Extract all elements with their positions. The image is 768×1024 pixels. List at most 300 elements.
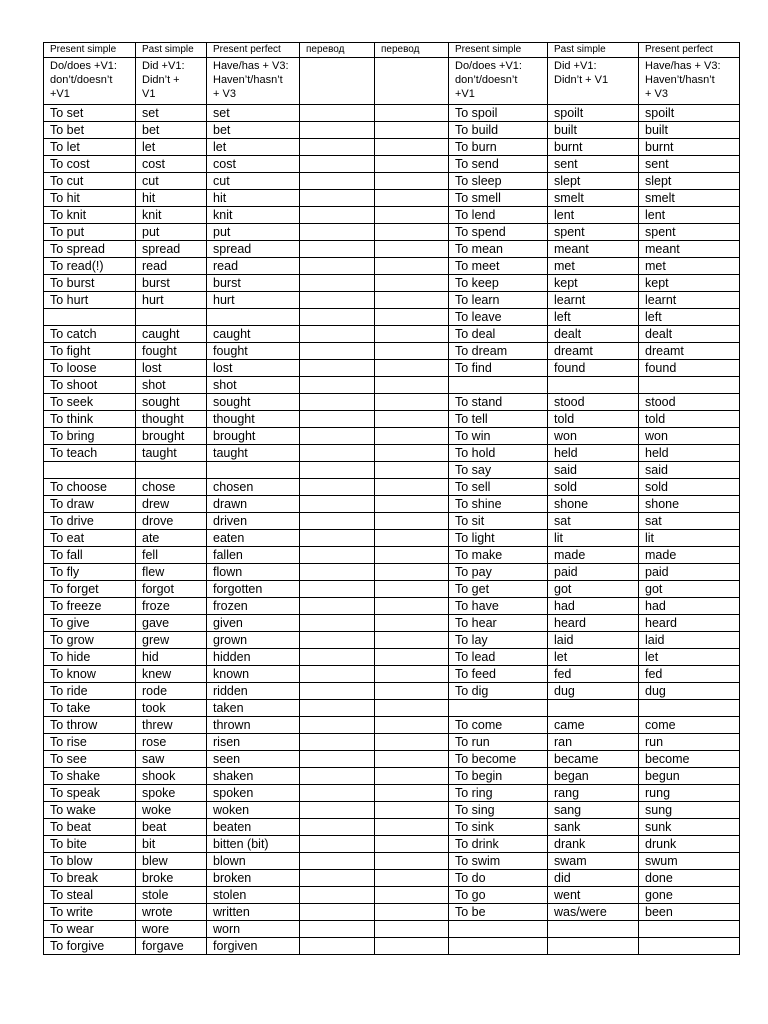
right-past-simple-cell: got	[548, 581, 639, 598]
left-present-perfect-cell: stolen	[207, 887, 300, 904]
right-present-simple-cell: To sink	[449, 819, 548, 836]
left-present-simple-cell: To eat	[44, 530, 136, 547]
table-row	[44, 768, 740, 785]
formula-row	[44, 58, 740, 105]
right-present-perfect-cell	[639, 700, 740, 717]
right-present-perfect-cell: drunk	[639, 836, 740, 853]
right-present-perfect-cell: dug	[639, 683, 740, 700]
left-past-simple-cell: rode	[136, 683, 207, 700]
table-row	[44, 836, 740, 853]
right-past-simple-cell: rang	[548, 785, 639, 802]
left-translation-cell	[300, 173, 375, 190]
left-translation-cell	[375, 530, 449, 547]
table-row	[44, 479, 740, 496]
left-present-perfect-cell: sought	[207, 394, 300, 411]
right-past-simple-cell: shone	[548, 496, 639, 513]
right-present-perfect-cell: come	[639, 717, 740, 734]
left-translation-cell	[375, 768, 449, 785]
right-present-perfect-cell: sent	[639, 156, 740, 173]
left-translation-cell	[300, 598, 375, 615]
right-present-perfect-cell: found	[639, 360, 740, 377]
left-past-simple-cell: rose	[136, 734, 207, 751]
left-present-simple-cell: To fight	[44, 343, 136, 360]
right-present-simple-cell: To get	[449, 581, 548, 598]
left-present-perfect-cell: chosen	[207, 479, 300, 496]
left-past-simple-cell: brought	[136, 428, 207, 445]
right-present-simple-cell: To sleep	[449, 173, 548, 190]
left-past-simple-cell: sought	[136, 394, 207, 411]
left-present-perfect-cell: cost	[207, 156, 300, 173]
left-translation-cell	[300, 819, 375, 836]
left-translation-cell	[300, 513, 375, 530]
left-past-simple-cell: drove	[136, 513, 207, 530]
right-present-simple-cell: To tell	[449, 411, 548, 428]
left-present-perfect-cell: put	[207, 224, 300, 241]
right-present-simple-cell: To mean	[449, 241, 548, 258]
right-present-perfect-cell: got	[639, 581, 740, 598]
left-translation-cell	[300, 632, 375, 649]
left-present-perfect-cell: fallen	[207, 547, 300, 564]
right-present-perfect-cell: made	[639, 547, 740, 564]
left-present-simple-cell: To steal	[44, 887, 136, 904]
left-translation-cell	[375, 377, 449, 394]
left-past-simple-cell: Past simple	[136, 43, 207, 58]
right-present-simple-cell: To come	[449, 717, 548, 734]
left-translation-cell	[300, 122, 375, 139]
table-row	[44, 292, 740, 309]
left-present-perfect-cell: forgotten	[207, 581, 300, 598]
left-translation-cell	[375, 785, 449, 802]
left-present-perfect-cell: frozen	[207, 598, 300, 615]
right-present-perfect-cell: sat	[639, 513, 740, 530]
right-present-simple-cell: To sit	[449, 513, 548, 530]
right-present-simple-cell: To lead	[449, 649, 548, 666]
right-past-simple-cell: sank	[548, 819, 639, 836]
left-past-simple-cell: saw	[136, 751, 207, 768]
table-row	[44, 802, 740, 819]
left-past-simple-cell: woke	[136, 802, 207, 819]
right-present-simple-cell: To drink	[449, 836, 548, 853]
left-past-simple-cell: beat	[136, 819, 207, 836]
left-present-perfect-cell: seen	[207, 751, 300, 768]
right-past-simple-cell: became	[548, 751, 639, 768]
right-present-perfect-cell: swum	[639, 853, 740, 870]
right-present-simple-cell: To be	[449, 904, 548, 921]
left-present-perfect-cell: driven	[207, 513, 300, 530]
left-present-perfect-cell	[207, 309, 300, 326]
left-translation-cell	[300, 258, 375, 275]
table-row	[44, 938, 740, 955]
left-present-simple-cell: To catch	[44, 326, 136, 343]
left-past-simple-cell: Did +V1: Didn’t + V1	[136, 58, 207, 105]
right-present-simple-cell: To send	[449, 156, 548, 173]
left-translation-cell	[375, 734, 449, 751]
left-translation-cell	[300, 309, 375, 326]
left-translation-cell	[375, 700, 449, 717]
right-present-perfect-cell: slept	[639, 173, 740, 190]
table-row	[44, 190, 740, 207]
left-present-simple-cell: To blow	[44, 853, 136, 870]
left-present-simple-cell: To wake	[44, 802, 136, 819]
left-translation-cell	[300, 411, 375, 428]
left-translation-cell	[300, 428, 375, 445]
left-present-simple-cell: To speak	[44, 785, 136, 802]
right-past-simple-cell	[548, 700, 639, 717]
left-present-simple-cell: To bite	[44, 836, 136, 853]
right-present-perfect-cell: learnt	[639, 292, 740, 309]
left-past-simple-cell: shot	[136, 377, 207, 394]
left-translation-cell	[375, 598, 449, 615]
left-translation-cell	[300, 445, 375, 462]
table-row	[44, 581, 740, 598]
table-row	[44, 700, 740, 717]
left-past-simple-cell: ate	[136, 530, 207, 547]
right-present-perfect-cell	[639, 938, 740, 955]
right-present-perfect-cell: heard	[639, 615, 740, 632]
right-past-simple-cell: sent	[548, 156, 639, 173]
right-present-perfect-cell: begun	[639, 768, 740, 785]
right-present-simple-cell: To shine	[449, 496, 548, 513]
right-past-simple-cell: held	[548, 445, 639, 462]
right-past-simple-cell: meant	[548, 241, 639, 258]
left-translation-cell	[375, 564, 449, 581]
right-present-simple-cell: To go	[449, 887, 548, 904]
table-row	[44, 785, 740, 802]
left-present-perfect-cell: taught	[207, 445, 300, 462]
table-row	[44, 207, 740, 224]
right-present-simple-cell	[449, 377, 548, 394]
right-past-simple-cell: dealt	[548, 326, 639, 343]
right-present-perfect-cell: become	[639, 751, 740, 768]
left-past-simple-cell: broke	[136, 870, 207, 887]
left-translation-cell	[300, 853, 375, 870]
right-past-simple-cell: Did +V1: Didn’t + V1	[548, 58, 639, 105]
left-translation-cell	[375, 394, 449, 411]
right-past-simple-cell: ran	[548, 734, 639, 751]
left-translation-cell	[375, 173, 449, 190]
left-translation-cell	[300, 292, 375, 309]
right-past-simple-cell: heard	[548, 615, 639, 632]
left-present-perfect-cell: burst	[207, 275, 300, 292]
right-present-perfect-cell: won	[639, 428, 740, 445]
right-present-perfect-cell	[639, 921, 740, 938]
left-present-simple-cell: To take	[44, 700, 136, 717]
table-row	[44, 853, 740, 870]
right-past-simple-cell: lent	[548, 207, 639, 224]
left-past-simple-cell: stole	[136, 887, 207, 904]
table-row	[44, 428, 740, 445]
left-translation-cell	[300, 802, 375, 819]
table-row	[44, 241, 740, 258]
irregular-verbs-table	[43, 42, 740, 955]
right-past-simple-cell: swam	[548, 853, 639, 870]
left-translation-cell	[375, 717, 449, 734]
left-translation-cell	[300, 938, 375, 955]
right-present-simple-cell: To spend	[449, 224, 548, 241]
table-row	[44, 870, 740, 887]
left-present-perfect-cell: brought	[207, 428, 300, 445]
left-present-simple-cell: Present simple	[44, 43, 136, 58]
left-past-simple-cell: cost	[136, 156, 207, 173]
table-row	[44, 275, 740, 292]
left-present-perfect-cell: set	[207, 105, 300, 122]
left-translation-cell	[375, 513, 449, 530]
left-translation-cell	[375, 122, 449, 139]
left-translation-cell	[375, 666, 449, 683]
right-present-simple-cell: To dream	[449, 343, 548, 360]
right-past-simple-cell: built	[548, 122, 639, 139]
table-row	[44, 122, 740, 139]
left-past-simple-cell: hit	[136, 190, 207, 207]
left-translation-cell	[375, 632, 449, 649]
right-present-simple-cell: To learn	[449, 292, 548, 309]
left-translation-cell	[300, 768, 375, 785]
left-present-simple-cell: To forget	[44, 581, 136, 598]
right-present-perfect-cell: lent	[639, 207, 740, 224]
right-past-simple-cell: fed	[548, 666, 639, 683]
left-translation-cell	[375, 343, 449, 360]
right-present-simple-cell: To make	[449, 547, 548, 564]
left-present-simple-cell: To break	[44, 870, 136, 887]
left-past-simple-cell: flew	[136, 564, 207, 581]
left-translation-cell	[375, 292, 449, 309]
right-present-perfect-cell: paid	[639, 564, 740, 581]
left-present-perfect-cell: broken	[207, 870, 300, 887]
right-present-simple-cell: To meet	[449, 258, 548, 275]
right-present-perfect-cell: met	[639, 258, 740, 275]
table-row	[44, 683, 740, 700]
right-past-simple-cell: won	[548, 428, 639, 445]
right-past-simple-cell: left	[548, 309, 639, 326]
right-present-simple-cell: Do/does +V1: don’t/doesn’t +V1	[449, 58, 548, 105]
right-past-simple-cell: dug	[548, 683, 639, 700]
left-translation-cell	[300, 360, 375, 377]
left-translation-cell	[300, 564, 375, 581]
left-translation-cell	[300, 139, 375, 156]
left-present-perfect-cell: blown	[207, 853, 300, 870]
left-present-simple-cell: To put	[44, 224, 136, 241]
left-present-simple-cell: To knit	[44, 207, 136, 224]
left-present-perfect-cell	[207, 462, 300, 479]
left-present-simple-cell: To hurt	[44, 292, 136, 309]
table-row	[44, 156, 740, 173]
left-present-perfect-cell: flown	[207, 564, 300, 581]
right-present-simple-cell: To say	[449, 462, 548, 479]
table-row	[44, 547, 740, 564]
right-past-simple-cell: went	[548, 887, 639, 904]
left-present-simple-cell: To let	[44, 139, 136, 156]
left-translation-cell	[300, 496, 375, 513]
left-translation-cell	[375, 224, 449, 241]
right-present-perfect-cell: rung	[639, 785, 740, 802]
left-translation-cell	[300, 700, 375, 717]
right-past-simple-cell: met	[548, 258, 639, 275]
table-row	[44, 921, 740, 938]
right-present-simple-cell: Present simple	[449, 43, 548, 58]
table-row	[44, 224, 740, 241]
left-past-simple-cell: wore	[136, 921, 207, 938]
table-row	[44, 173, 740, 190]
left-translation-cell	[300, 224, 375, 241]
left-present-simple-cell: To fly	[44, 564, 136, 581]
table-row	[44, 377, 740, 394]
left-past-simple-cell: put	[136, 224, 207, 241]
right-present-perfect-cell: Present perfect	[639, 43, 740, 58]
right-past-simple-cell	[548, 921, 639, 938]
left-present-perfect-cell: worn	[207, 921, 300, 938]
right-present-simple-cell	[449, 938, 548, 955]
right-past-simple-cell: stood	[548, 394, 639, 411]
right-present-perfect-cell: gone	[639, 887, 740, 904]
right-present-perfect-cell: built	[639, 122, 740, 139]
right-past-simple-cell	[548, 377, 639, 394]
left-present-simple-cell	[44, 462, 136, 479]
left-translation-cell	[375, 139, 449, 156]
right-present-perfect-cell: spent	[639, 224, 740, 241]
left-present-perfect-cell: beaten	[207, 819, 300, 836]
left-present-simple-cell: To grow	[44, 632, 136, 649]
left-present-simple-cell: To think	[44, 411, 136, 428]
left-present-simple-cell: To hit	[44, 190, 136, 207]
left-present-perfect-cell: shaken	[207, 768, 300, 785]
left-translation-cell	[300, 904, 375, 921]
right-present-simple-cell: To burn	[449, 139, 548, 156]
table-row	[44, 411, 740, 428]
left-translation-cell	[375, 445, 449, 462]
left-present-perfect-cell: hit	[207, 190, 300, 207]
right-past-simple-cell: had	[548, 598, 639, 615]
left-present-simple-cell: To freeze	[44, 598, 136, 615]
right-past-simple-cell: was/were	[548, 904, 639, 921]
right-present-simple-cell: To build	[449, 122, 548, 139]
left-present-simple-cell	[44, 309, 136, 326]
right-present-simple-cell: To pay	[449, 564, 548, 581]
left-translation-cell	[300, 734, 375, 751]
left-present-perfect-cell: fought	[207, 343, 300, 360]
right-present-perfect-cell: kept	[639, 275, 740, 292]
right-present-simple-cell: To have	[449, 598, 548, 615]
right-present-simple-cell: To sing	[449, 802, 548, 819]
left-past-simple-cell: thought	[136, 411, 207, 428]
left-present-simple-cell: To draw	[44, 496, 136, 513]
table-row	[44, 598, 740, 615]
right-present-perfect-cell: burnt	[639, 139, 740, 156]
right-present-simple-cell	[449, 700, 548, 717]
right-present-perfect-cell: told	[639, 411, 740, 428]
left-present-perfect-cell: eaten	[207, 530, 300, 547]
left-present-perfect-cell: Present perfect	[207, 43, 300, 58]
left-translation-cell	[375, 190, 449, 207]
right-present-perfect-cell: let	[639, 649, 740, 666]
left-translation-cell	[375, 105, 449, 122]
left-translation-cell	[375, 938, 449, 955]
left-present-simple-cell: To choose	[44, 479, 136, 496]
left-past-simple-cell: chose	[136, 479, 207, 496]
left-present-perfect-cell: bitten (bit)	[207, 836, 300, 853]
left-translation-cell	[375, 411, 449, 428]
right-present-simple-cell: To ring	[449, 785, 548, 802]
left-translation-cell	[375, 615, 449, 632]
right-present-simple-cell: To hear	[449, 615, 548, 632]
right-past-simple-cell: learnt	[548, 292, 639, 309]
table-row	[44, 717, 740, 734]
table-row	[44, 751, 740, 768]
left-present-simple-cell: To see	[44, 751, 136, 768]
right-past-simple-cell: Past simple	[548, 43, 639, 58]
left-present-simple-cell: To wear	[44, 921, 136, 938]
left-translation-cell: перевод	[300, 43, 375, 58]
table-row	[44, 445, 740, 462]
left-past-simple-cell: hurt	[136, 292, 207, 309]
left-present-simple-cell: To throw	[44, 717, 136, 734]
left-present-simple-cell: To beat	[44, 819, 136, 836]
table-row	[44, 734, 740, 751]
table-row	[44, 649, 740, 666]
left-past-simple-cell: cut	[136, 173, 207, 190]
right-present-perfect-cell: lit	[639, 530, 740, 547]
right-past-simple-cell: sang	[548, 802, 639, 819]
left-present-perfect-cell: thought	[207, 411, 300, 428]
left-translation-cell	[300, 870, 375, 887]
left-present-simple-cell: To drive	[44, 513, 136, 530]
left-present-perfect-cell: bet	[207, 122, 300, 139]
right-present-perfect-cell: sunk	[639, 819, 740, 836]
right-present-simple-cell: To do	[449, 870, 548, 887]
right-present-simple-cell: To light	[449, 530, 548, 547]
left-present-perfect-cell: spread	[207, 241, 300, 258]
left-present-perfect-cell: lost	[207, 360, 300, 377]
left-present-perfect-cell: shot	[207, 377, 300, 394]
left-past-simple-cell: wrote	[136, 904, 207, 921]
left-past-simple-cell: set	[136, 105, 207, 122]
left-past-simple-cell: read	[136, 258, 207, 275]
right-present-perfect-cell: smelt	[639, 190, 740, 207]
left-present-simple-cell: To read(!)	[44, 258, 136, 275]
right-present-simple-cell: To begin	[449, 768, 548, 785]
left-present-perfect-cell: known	[207, 666, 300, 683]
left-past-simple-cell: grew	[136, 632, 207, 649]
left-present-perfect-cell: caught	[207, 326, 300, 343]
left-translation-cell	[375, 870, 449, 887]
left-past-simple-cell: forgot	[136, 581, 207, 598]
left-translation-cell	[300, 190, 375, 207]
left-translation-cell	[375, 921, 449, 938]
right-present-perfect-cell: fed	[639, 666, 740, 683]
right-present-perfect-cell: stood	[639, 394, 740, 411]
left-translation-cell	[375, 496, 449, 513]
right-present-perfect-cell: dreamt	[639, 343, 740, 360]
right-present-perfect-cell: spoilt	[639, 105, 740, 122]
left-present-simple-cell: To hide	[44, 649, 136, 666]
left-present-perfect-cell: cut	[207, 173, 300, 190]
right-present-simple-cell: To spoil	[449, 105, 548, 122]
table-row	[44, 139, 740, 156]
right-past-simple-cell: drank	[548, 836, 639, 853]
left-translation-cell	[300, 615, 375, 632]
left-translation-cell	[375, 887, 449, 904]
left-translation-cell	[300, 649, 375, 666]
left-present-perfect-cell: spoken	[207, 785, 300, 802]
right-present-simple-cell: To lay	[449, 632, 548, 649]
left-present-simple-cell: To set	[44, 105, 136, 122]
left-past-simple-cell: froze	[136, 598, 207, 615]
left-past-simple-cell: shook	[136, 768, 207, 785]
left-past-simple-cell: burst	[136, 275, 207, 292]
left-translation-cell	[300, 394, 375, 411]
left-past-simple-cell: caught	[136, 326, 207, 343]
left-present-simple-cell: Do/does +V1: don’t/doesn’t +V1	[44, 58, 136, 105]
left-translation-cell	[375, 275, 449, 292]
